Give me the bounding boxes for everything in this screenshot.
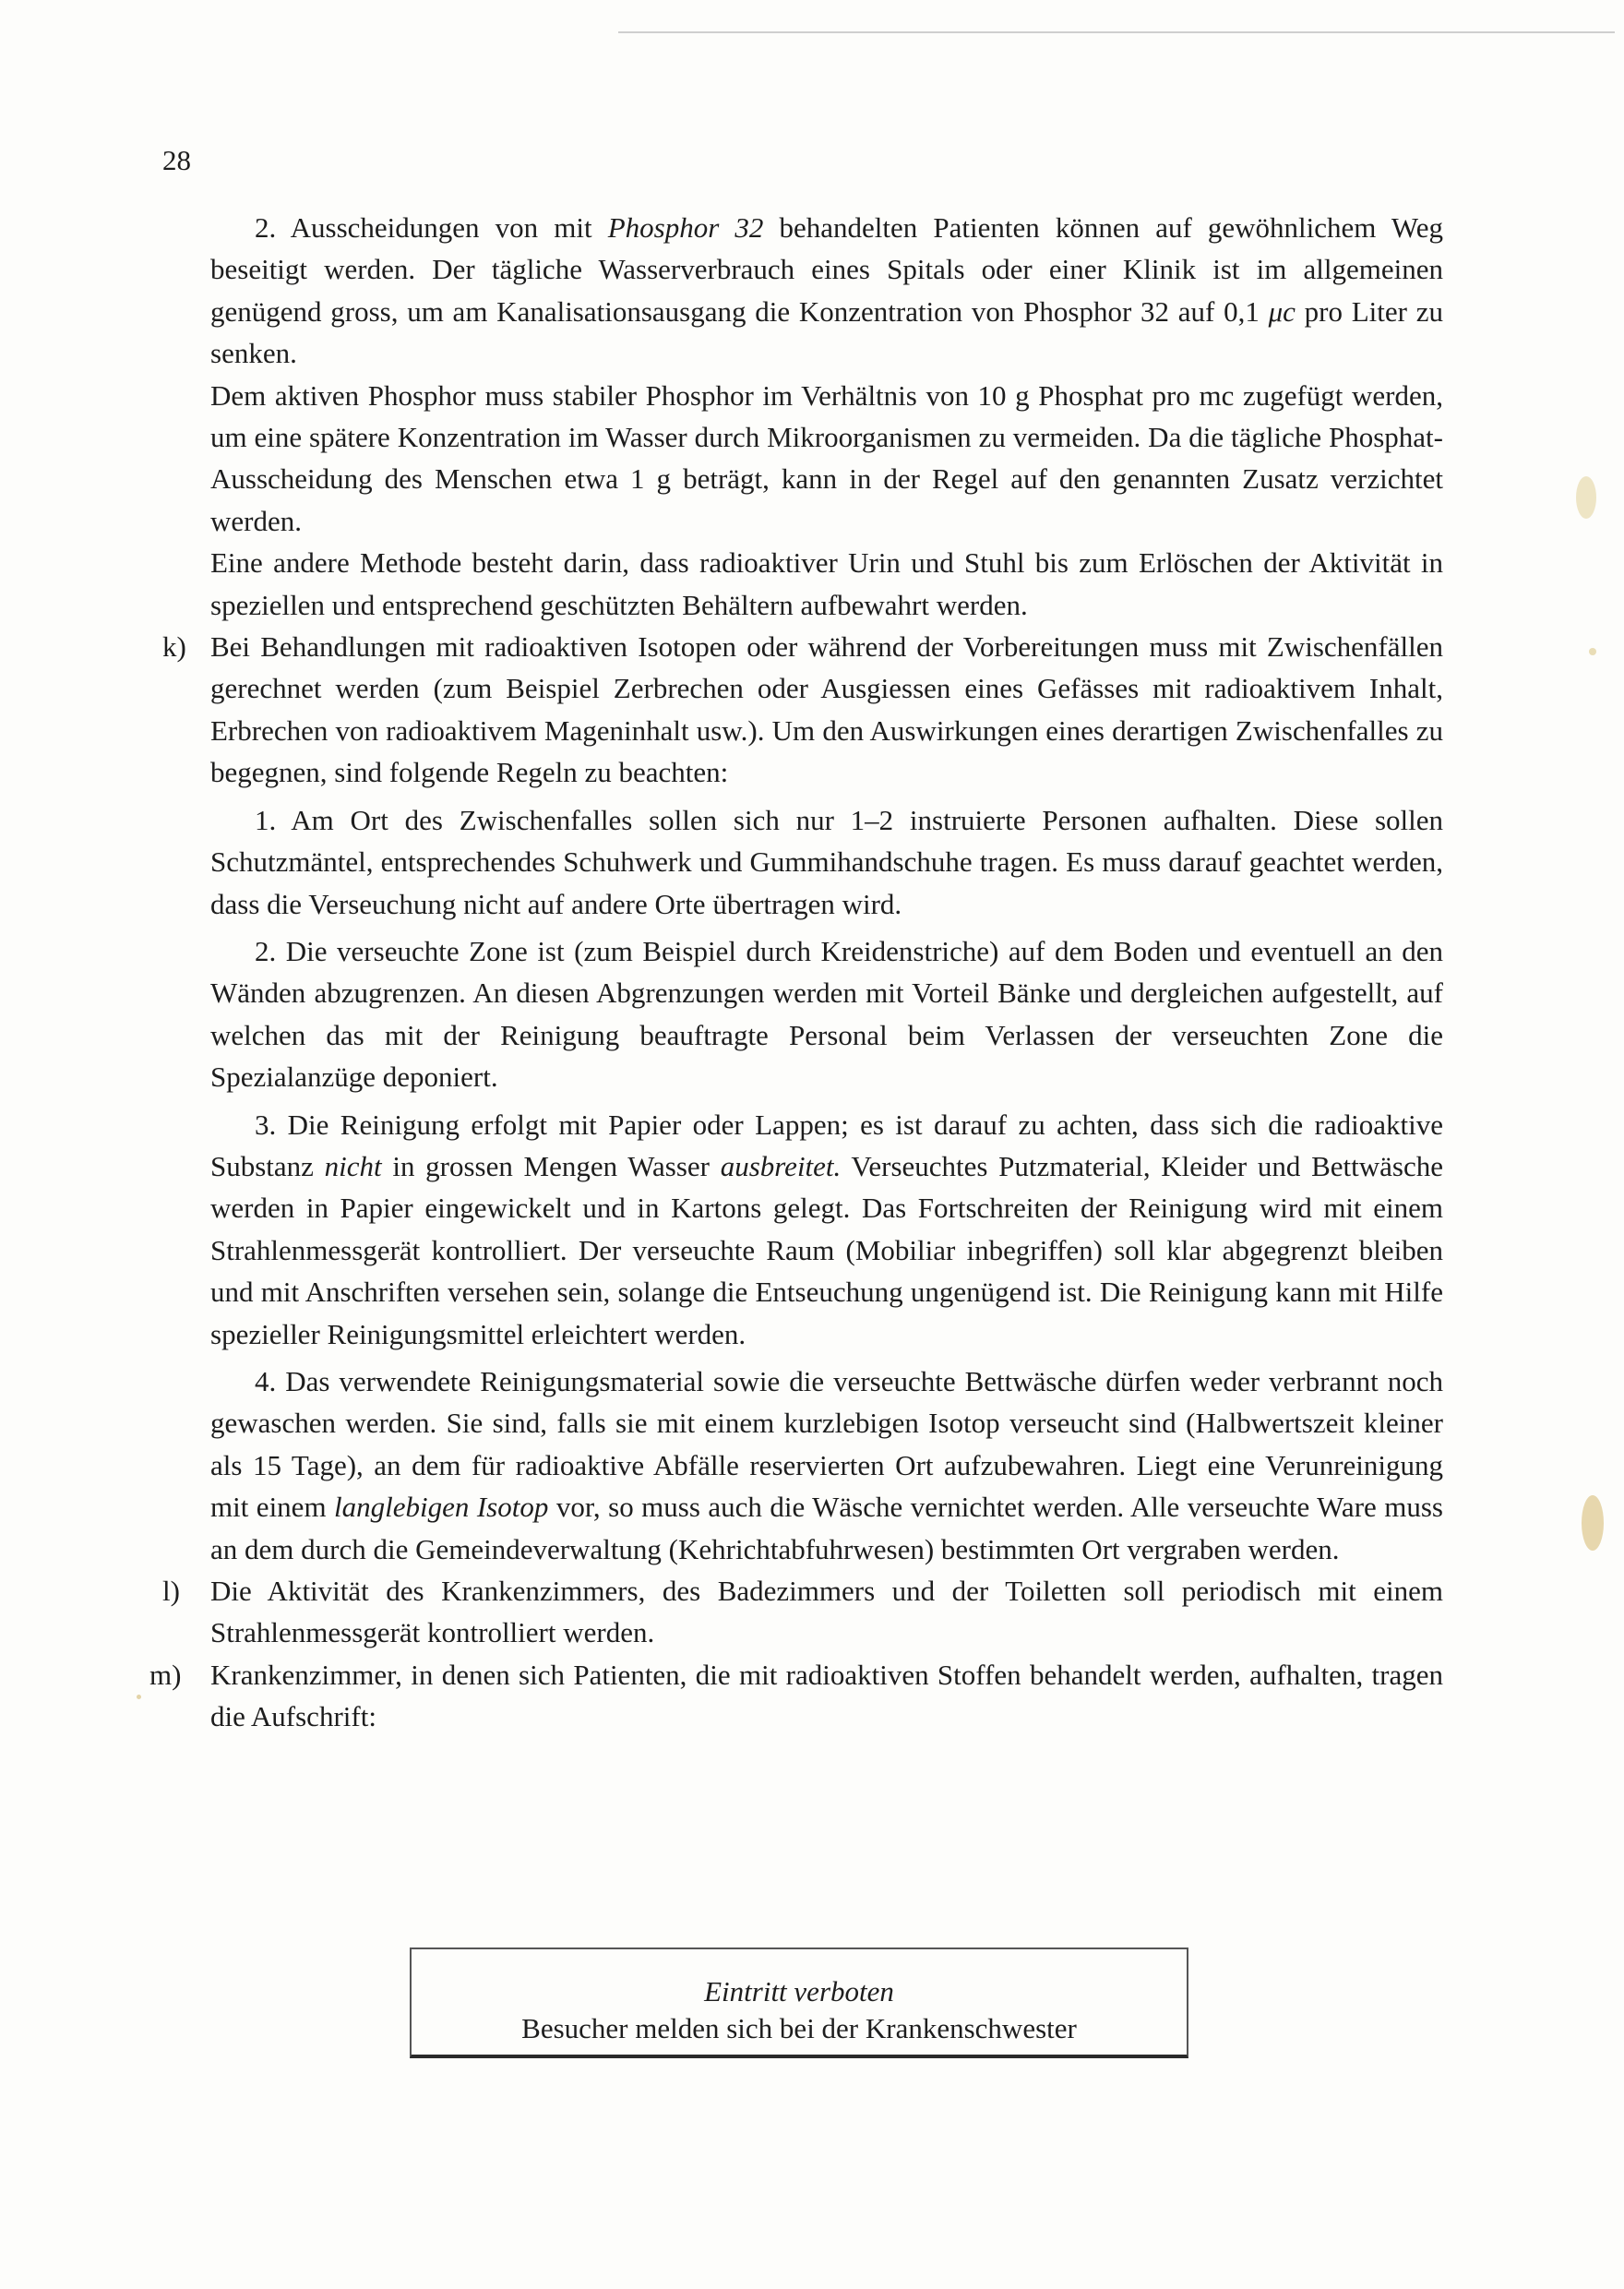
- paper-stain: [1582, 1495, 1604, 1551]
- body-text: [149, 207, 1444, 1738]
- section-k-label: k): [162, 630, 186, 664]
- section-m-text: Krankenzimmer, in denen sich Patienten, die mit radioaktiven Stoffen behandelt werden, aufhalten, tragen die Aufschrift:: [210, 1658, 1443, 1733]
- section-m-label: m): [149, 1658, 182, 1691]
- italic-run: langlebigen Isotop: [334, 1491, 549, 1524]
- notice-text: Besucher melden sich bei der Krankenschwester: [521, 2012, 1077, 2044]
- scan-edge-line: [618, 31, 1615, 33]
- paragraph-stable-phosphor: Dem aktiven Phosphor muss stabiler Phosphor im Verhältnis von 10 g Phosphat pro mc zugefügt werden, um eine spätere Konzentration im Wasser durch Mikroorganismen zu vermeiden. Da die tägliche Phosphat-Ausscheidung des Menschen etwa 1 g beträgt, kann in der Regel auf den genannten Zusatz verzichtet werden.: [210, 378, 1443, 537]
- italic-run: μc: [1268, 294, 1296, 328]
- section-l-label: l): [162, 1575, 180, 1607]
- paper-stain: [137, 1695, 141, 1699]
- section-l-text: Die Aktivität des Krankenzimmers, des Badezimmers und der Toiletten soll periodisch mit einem Strahlenmessgerät kontrolliert werden.: [210, 1575, 1443, 1649]
- italic-run: ausbreitet.: [720, 1149, 842, 1182]
- rule-2: 2. Die verseuchte Zone ist (zum Beispiel durch Kreidenstriche) auf dem Boden und eventuell an den Wänden abzugrenzen. An diesen Abgrenzungen werden mit Vorteil Bänke und dergleichen aufgestellt, auf welchen das mit der Reinigung beauftragte Personal beim Verlassen der verseuchten Zone die Spezialanzüge deponiert.: [210, 934, 1443, 1094]
- notice-box: [410, 1947, 1188, 2058]
- page-number: 28: [162, 144, 191, 176]
- rule-1: 1. Am Ort des Zwischenfalles sollen sich nur 1–2 instruierte Personen aufhalten. Diese sollen Schutzmäntel, entsprechendes Schuhwerk und Gummihandschuhe tragen. Es muss darauf geachtet werden, dass die Verseuchung nicht auf andere Orte übertragen wird.: [210, 803, 1443, 920]
- notice-title: Eintritt verboten: [704, 1975, 894, 2007]
- italic-run: Phosphor 32: [607, 211, 764, 244]
- paragraph-phosphor-excretion: 2. Ausscheidungen von mit Phosphor 32 behandelten Patienten können auf gewöhnlichem Weg beseitigt werden. Der tägliche Wasserverbrauch eines Spitals oder einer Klinik ist im allgemeinen genügend gross, um am Kanalisationsausgang die Konzentration von Phosphor 32 auf 0,1 μc pro Liter zu senken.: [210, 211, 1443, 370]
- paper-stain: [1576, 476, 1596, 519]
- section-l: [162, 1570, 1443, 1654]
- section-m: [149, 1654, 1443, 1738]
- rule-3: 3. Die Reinigung erfolgt mit Papier oder Lappen; es ist darauf zu achten, dass sich die radioaktive Substanz nicht in grossen Mengen Wasser ausbreitet. Verseuchtes Putzmaterial, Kleider und Bettwäsche werden in Papier eingewickelt und in Kartons gelegt. Das Fortschreiten der Reinigung wird mit einem Strahlenmessgerät kontrolliert. Der verseuchte Raum (Mobiliar inbegriffen) soll klar abgegrenzt bleiben und mit Anschriften versehen sein, solange die Entseuchung ungenügend ist. Die Reinigung kann mit Hilfe spezieller Reinigungsmittel erleichtert werden.: [210, 1108, 1444, 1350]
- paragraph-storage-method: Eine andere Methode besteht darin, dass radioaktiver Urin und Stuhl bis zum Erlöschen der Aktivität in speziellen und entsprechend geschützten Behältern aufbewahrt werden.: [210, 546, 1443, 621]
- italic-run: nicht: [324, 1149, 382, 1182]
- section-k: [162, 626, 1444, 1570]
- paper-stain: [1589, 648, 1596, 655]
- rule-4: 4. Das verwendete Reinigungsmaterial sowie die verseuchte Bettwäsche dürfen weder verbrannt noch gewaschen werden. Sie sind, falls sie mit einem kurzlebigen Isotop verseucht sind (Halbwertszeit kleiner als 15 Tage), an dem für radioaktive Abfälle reservierten Ort aufzubewahren. Liegt eine Verunreinigung mit einem langlebigen Isotop vor, so muss auch die Wäsche vernichtet werden. Alle verseuchte Ware muss an dem durch die Gemeindeverwaltung (Kehrichtabfuhrwesen) bestimmten Ort vergraben werden.: [210, 1364, 1443, 1565]
- section-k-text: Bei Behandlungen mit radioaktiven Isotopen oder während der Vorbereitungen muss mit Zwischenfällen gerechnet werden (zum Beispiel Zerbrechen oder Ausgiessen eines Gefässes mit radioaktivem Inhalt, Erbrechen von radioaktivem Mageninhalt usw.). Um den Auswirkungen eines derartigen Zwischenfalles zu begegnen, sind folgende Regeln zu beachten:: [210, 630, 1443, 789]
